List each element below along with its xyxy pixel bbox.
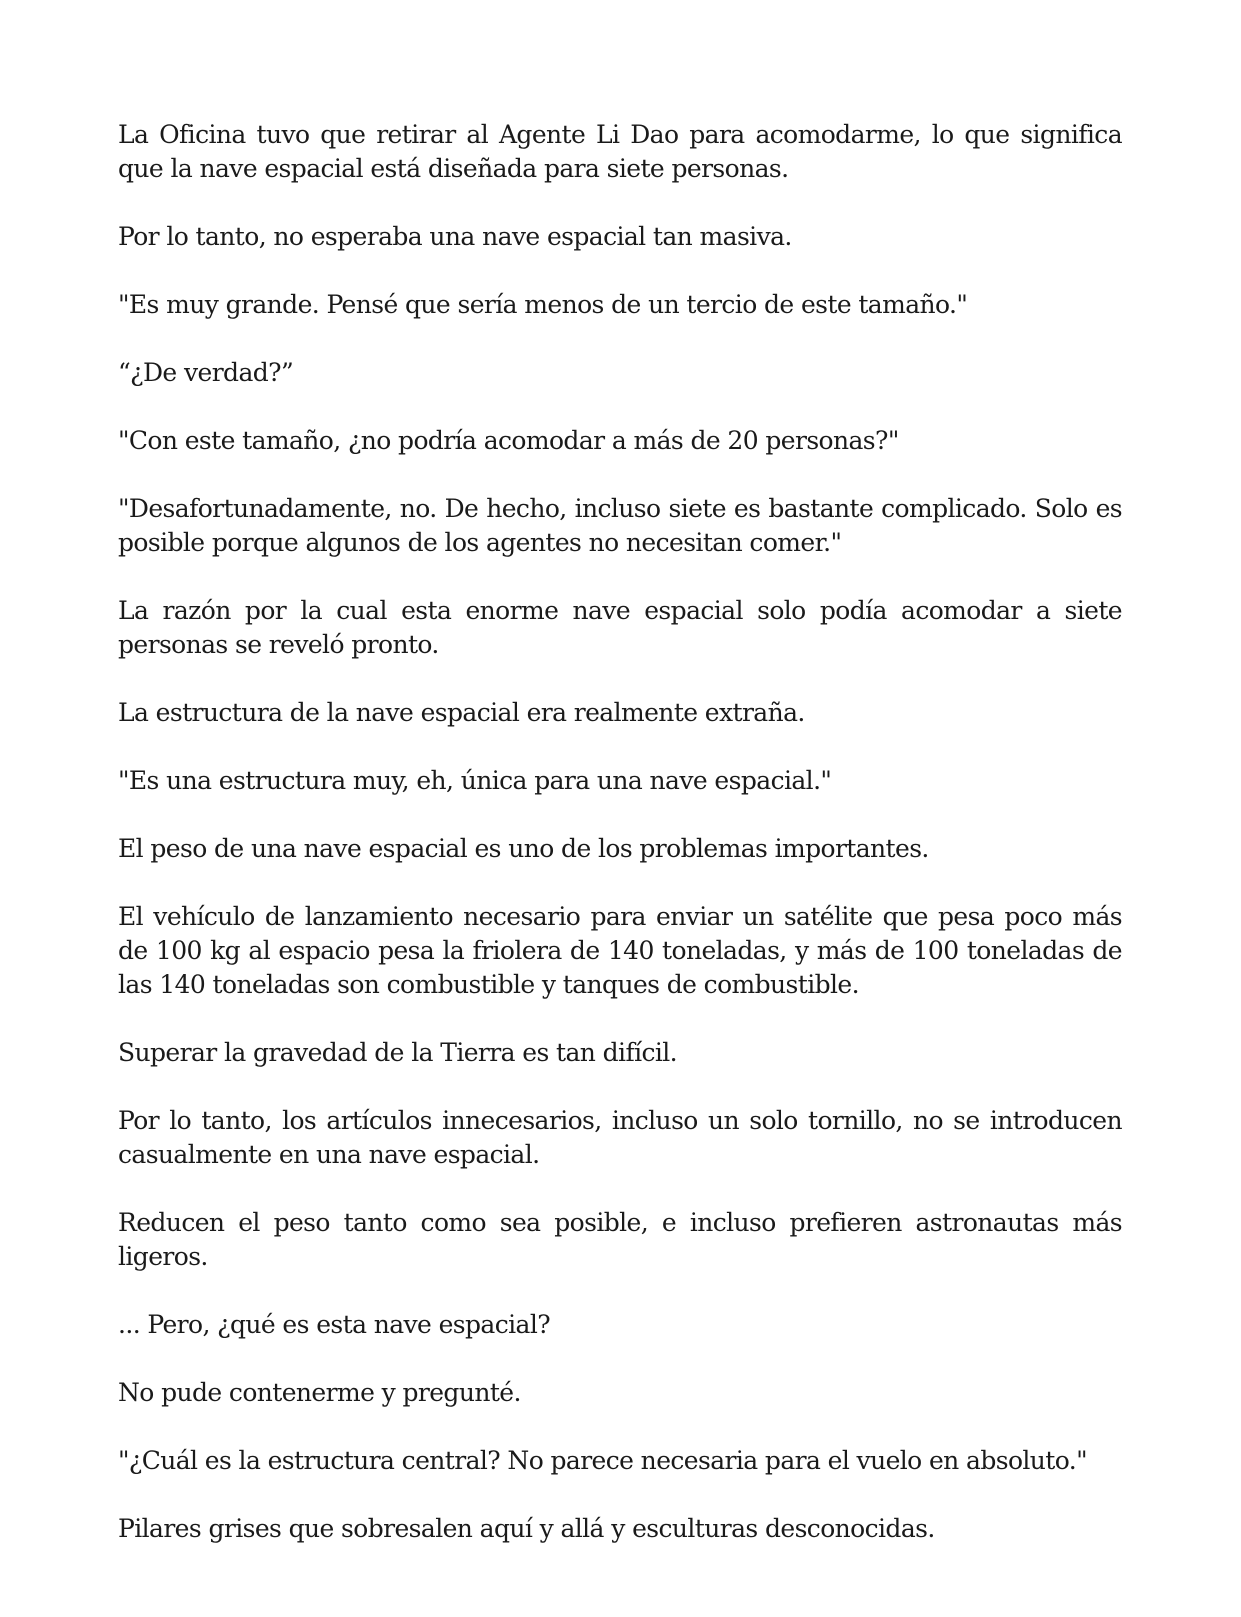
paragraph: "Es una estructura muy, eh, única para una nave espacial.": [118, 766, 832, 795]
paragraph: La Oficina tuvo que retirar al Agente Li Dao para acomodarme, lo que significa que la nave espacial está diseñada para siete personas.: [118, 120, 1122, 183]
document-body: [118, 118, 1122, 1580]
paragraph: "Es muy grande. Pensé que sería menos de un tercio de este tamaño.": [118, 290, 968, 319]
paragraph: “¿De verdad?”: [118, 358, 294, 387]
paragraph: "¿Cuál es la estructura central? No parece necesaria para el vuelo en absoluto.": [118, 1446, 1088, 1475]
paragraph: "Desafortunadamente, no. De hecho, incluso siete es bastante complicado. Solo es posible porque algunos de los agentes no necesitan comer.": [118, 494, 1122, 557]
paragraph: El vehículo de lanzamiento necesario para enviar un satélite que pesa poco más de 100 kg al espacio pesa la friolera de 140 toneladas, y más de 100 toneladas de las 140 toneladas son combustible y tanques de combustible.: [118, 902, 1122, 999]
paragraph: "Con este tamaño, ¿no podría acomodar a más de 20 personas?": [118, 426, 899, 455]
paragraph: Reducen el peso tanto como sea posible, e incluso prefieren astronautas más ligeros.: [118, 1208, 1122, 1271]
paragraph: Superar la gravedad de la Tierra es tan difícil.: [118, 1038, 678, 1067]
paragraph: La razón por la cual esta enorme nave espacial solo podía acomodar a siete personas se reveló pronto.: [118, 596, 1122, 659]
paragraph: Por lo tanto, los artículos innecesarios, incluso un solo tornillo, no se introducen casualmente en una nave espacial.: [118, 1106, 1122, 1169]
paragraph: ... Pero, ¿qué es esta nave espacial?: [118, 1310, 551, 1339]
paragraph: El peso de una nave espacial es uno de los problemas importantes.: [118, 834, 929, 863]
paragraph: Por lo tanto, no esperaba una nave espacial tan masiva.: [118, 222, 792, 251]
paragraph: No pude contenerme y pregunté.: [118, 1378, 521, 1407]
paragraph: La estructura de la nave espacial era realmente extraña.: [118, 698, 805, 727]
paragraph: Pilares grises que sobresalen aquí y allá y esculturas desconocidas.: [118, 1514, 935, 1543]
